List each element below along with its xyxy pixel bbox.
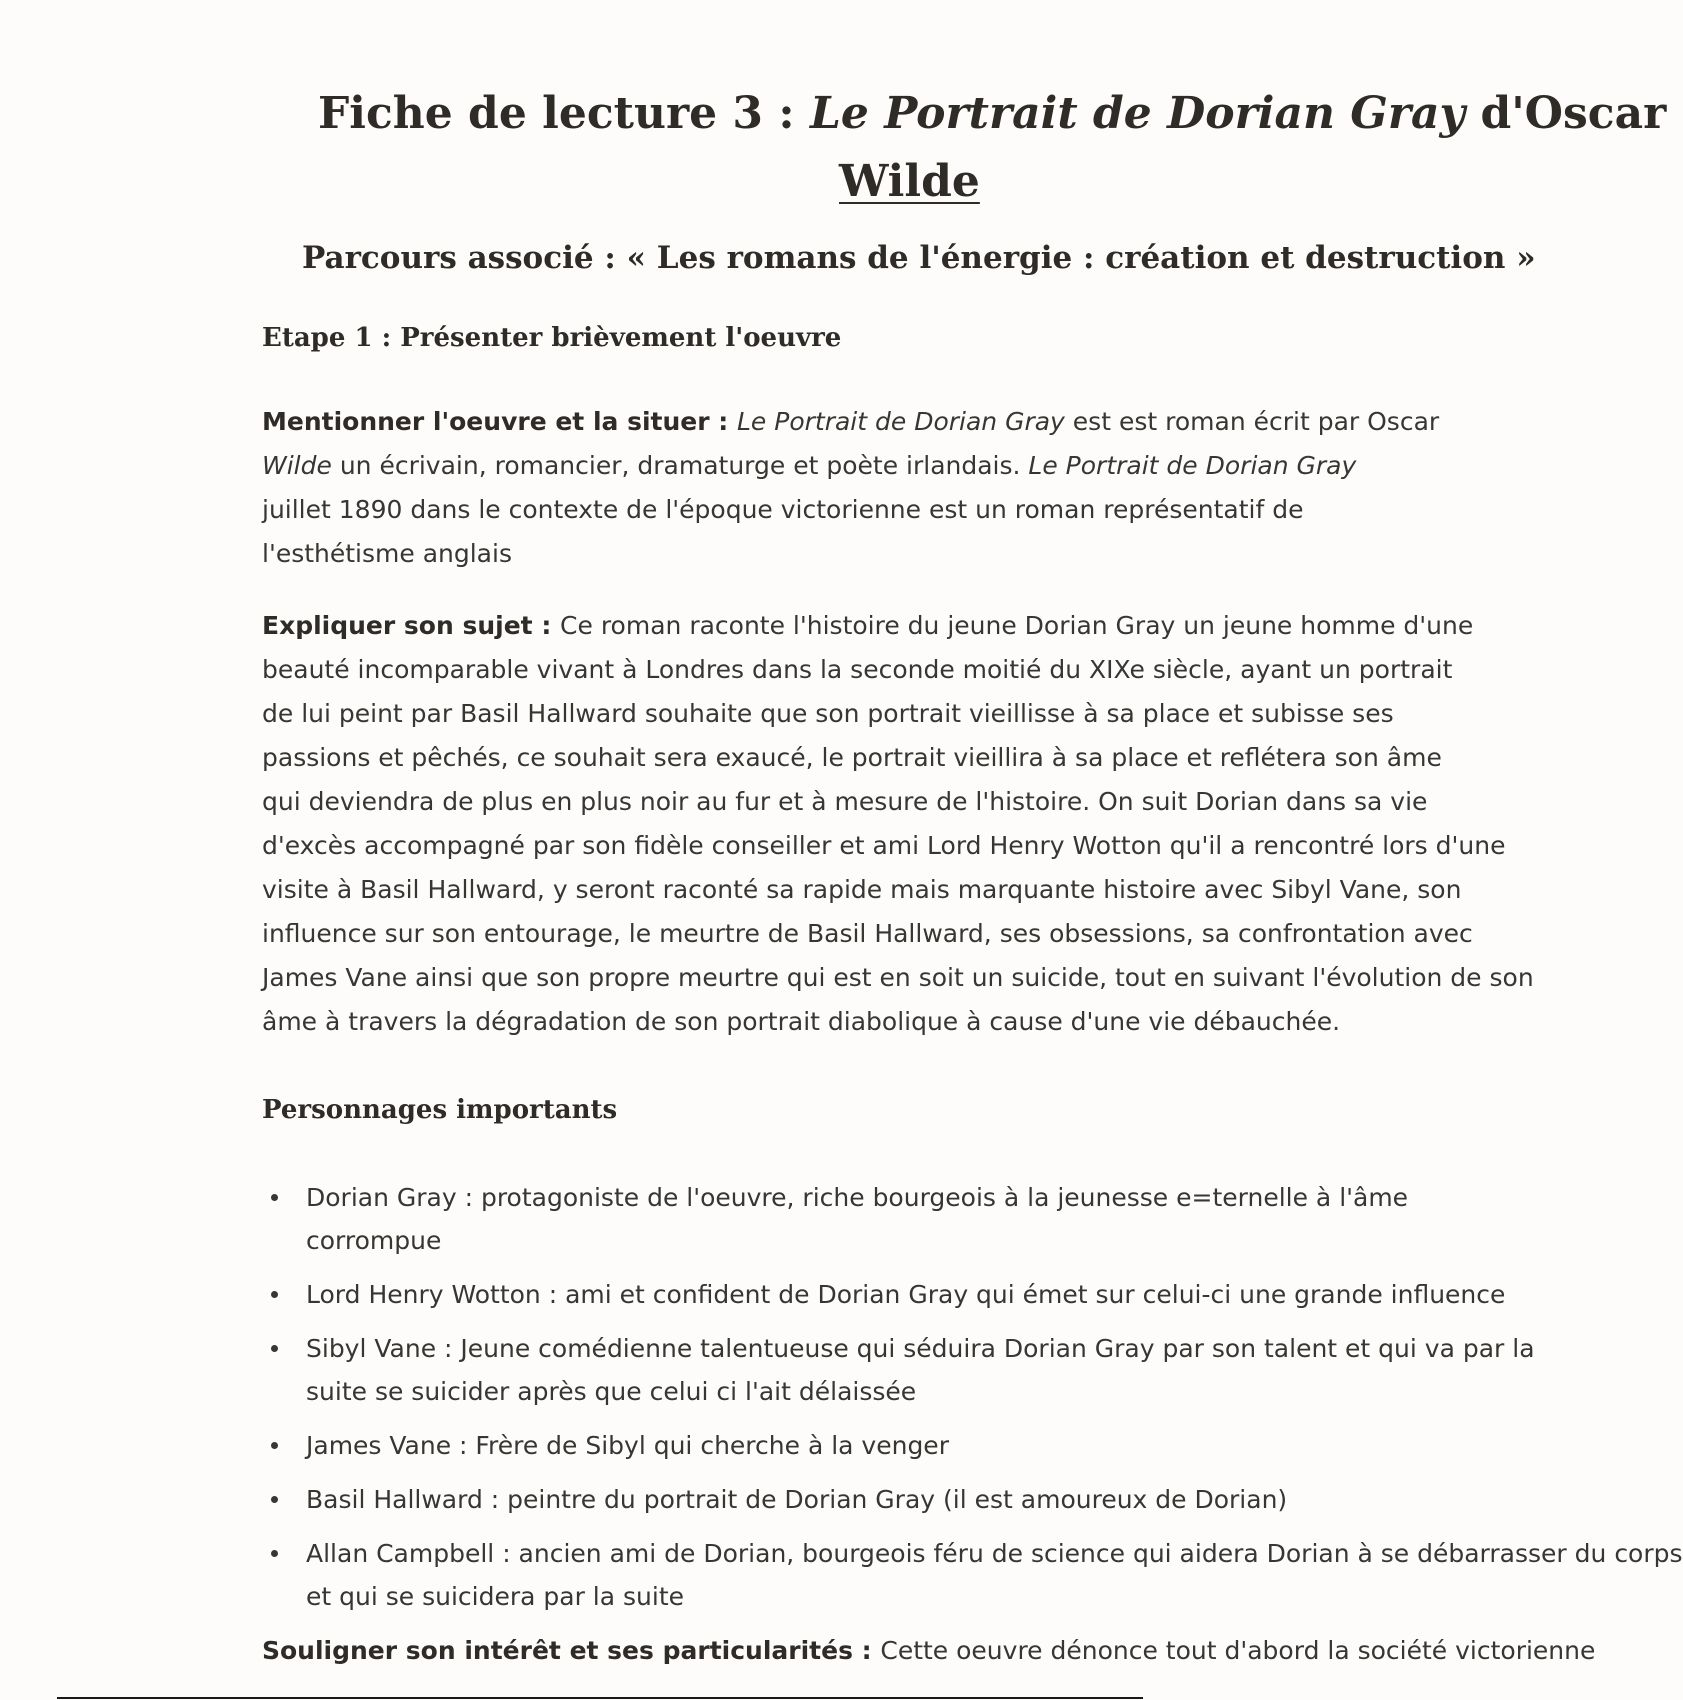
title-italic: Le Portrait de Dorian Gray — [809, 88, 1466, 139]
interest-paragraph — [262, 1629, 1596, 1673]
subject-text: Ce roman raconte l'histoire du jeune Dorian Gray un jeune homme d'une — [560, 611, 1474, 640]
character-line: et qui se suicidera par la suite — [306, 1582, 685, 1611]
situate-italic: Wilde — [262, 451, 332, 480]
bullet-icon — [271, 1291, 278, 1298]
situate-text: est est roman écrit par Oscar — [1064, 407, 1440, 436]
bullet-icon — [271, 1345, 278, 1352]
subtitle: Parcours associé : « Les romans de l'énergie : création et destruction » — [302, 240, 1536, 276]
subject-line: qui deviendra de plus en plus noir au fur et à mesure de l'histoire. On suit Dorian dans sa vie — [262, 787, 1428, 816]
character-line: corrompue — [306, 1226, 442, 1255]
subject-line: James Vane ainsi que son propre meurtre qui est en soit un suicide, tout en suivant l'évolution de son — [262, 963, 1534, 992]
situate-line: l'esthétisme anglais — [262, 539, 512, 568]
subject-line — [262, 604, 1474, 648]
characters-heading: Personnages importants — [262, 1095, 618, 1125]
bullet-icon — [271, 1442, 278, 1449]
subject-line: visite à Basil Hallward, y seront raconté sa rapide mais marquante histoire avec Sibyl Vane, son — [262, 875, 1462, 904]
situate-line — [262, 444, 1357, 488]
subject-line: beauté incomparable vivant à Londres dans la seconde moitié du XIXe siècle, ayant un portrait — [262, 655, 1453, 684]
situate-label: Mentionner l'oeuvre et la situer : — [262, 407, 737, 436]
interest-label: Souligner son intérêt et ses particularités : — [262, 1636, 881, 1665]
list-item — [262, 1176, 1662, 1262]
subject-line: de lui peint par Basil Hallward souhaite que son portrait vieillisse à sa place et subisse ses — [262, 699, 1394, 728]
character-line: suite se suicider après que celui ci l'ait délaissée — [306, 1377, 917, 1406]
title-prefix: Fiche de lecture 3 : — [318, 88, 810, 139]
situate-paragraph — [262, 400, 1440, 576]
list-item — [262, 1273, 1662, 1316]
subject-paragraph — [262, 604, 1534, 1044]
list-item — [262, 1478, 1662, 1521]
character-line: Lord Henry Wotton : ami et confident de Dorian Gray qui émet sur celui-ci une grande influence — [306, 1280, 1506, 1309]
character-line: Sibyl Vane : Jeune comédienne talentueuse qui séduira Dorian Gray par son talent et qui va par la — [306, 1334, 1535, 1363]
title-line-1 — [262, 80, 1667, 148]
subject-line: d'excès accompagné par son fidèle conseiller et ami Lord Henry Wotton qu'il a rencontré lors d'une — [262, 831, 1506, 860]
subject-line: influence sur son entourage, le meurtre de Basil Hallward, ses obsessions, sa confrontation avec — [262, 919, 1473, 948]
step-heading: Etape 1 : Présenter brièvement l'oeuvre — [262, 323, 842, 353]
bullet-icon — [271, 1496, 278, 1503]
page-bottom-divider — [57, 1697, 1143, 1699]
character-line: James Vane : Frère de Sibyl qui cherche à la venger — [306, 1431, 949, 1460]
character-line: Basil Hallward : peintre du portrait de Dorian Gray (il est amoureux de Dorian) — [306, 1485, 1288, 1514]
page-title — [262, 80, 1667, 216]
situate-italic: Le Portrait de Dorian Gray — [737, 407, 1065, 436]
situate-italic: Le Portrait de Dorian Gray — [1028, 451, 1357, 480]
situate-line: juillet 1890 dans le contexte de l'époque victorienne est un roman représentatif de — [262, 495, 1304, 524]
interest-line — [262, 1629, 1596, 1673]
interest-text: Cette oeuvre dénonce tout d'abord la société victorienne — [880, 1636, 1596, 1665]
list-item — [262, 1327, 1662, 1413]
situate-line — [262, 400, 1440, 444]
bullet-icon — [271, 1194, 278, 1201]
list-item — [262, 1532, 1683, 1618]
list-item — [262, 1424, 1662, 1467]
subject-line: passions et pêchés, ce souhait sera exaucé, le portrait vieillira à sa place et reflétera son âme — [262, 743, 1442, 772]
document-content — [262, 80, 1683, 1673]
situate-text: un écrivain, romancier, dramaturge et poète irlandais. — [331, 451, 1029, 480]
subject-label: Expliquer son sujet : — [262, 611, 561, 640]
characters-list — [262, 1176, 1683, 1618]
bullet-icon — [271, 1550, 278, 1557]
title-mid: d'Oscar — [1465, 88, 1667, 139]
subject-line: âme à travers la dégradation de son portrait diabolique à cause d'une vie débauchée. — [262, 1007, 1341, 1036]
character-line: Dorian Gray : protagoniste de l'oeuvre, riche bourgeois à la jeunesse e=ternelle à l'âme — [306, 1183, 1409, 1212]
character-line: Allan Campbell : ancien ami de Dorian, bourgeois féru de science qui aidera Dorian à se débarrasser du corps — [306, 1539, 1683, 1568]
title-line-2: Wilde — [839, 156, 980, 207]
